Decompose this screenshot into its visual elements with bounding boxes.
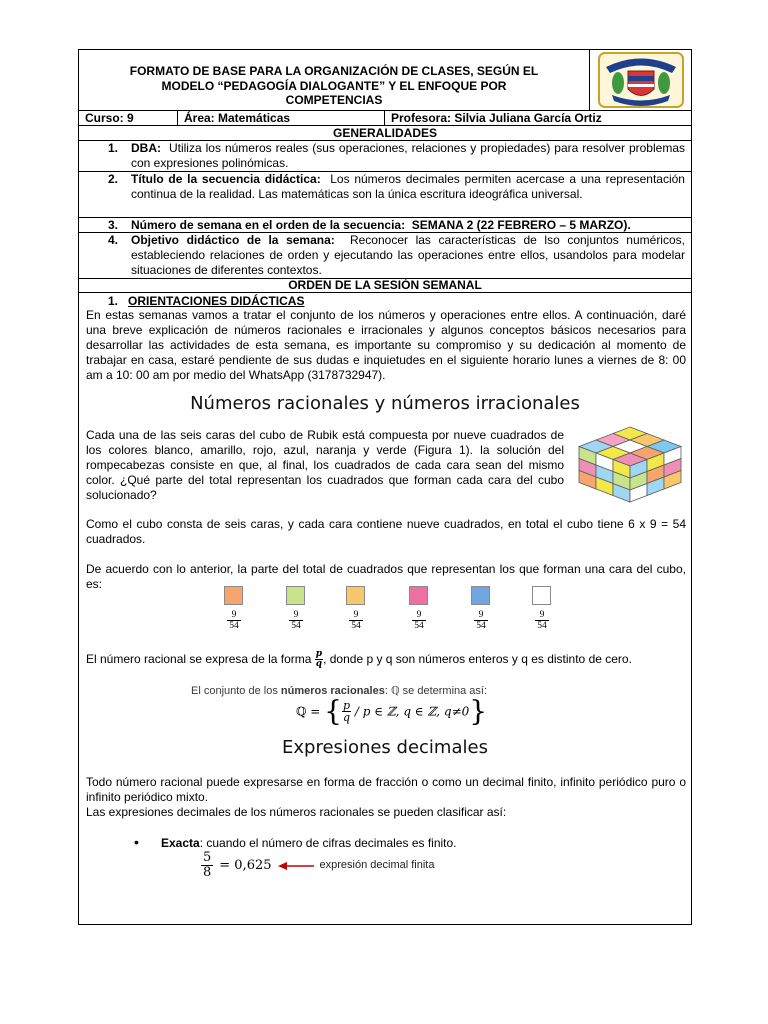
face-fraction: [407, 610, 431, 631]
forma-text-after: , donde p y q son números enteros y q es distinto de cero.: [323, 652, 632, 666]
item-body: Reconocer las características de lso conjuntos numéricos, estableciendo relaciones de orden y ejecutando las operaciones entre ellos, usandolos para modelar situaciones de diferentes contextos.: [131, 233, 685, 277]
document-title: [79, 50, 590, 110]
generalidades-item: [79, 218, 691, 233]
decimales-text-1: Todo número racional puede expresarse en forma de fracción o como un decimal finito, infinito periódico puro o infinito periódico mixto.: [86, 775, 686, 804]
generalidades-item: [79, 172, 691, 218]
school-shield-logo-icon: [598, 52, 684, 108]
fraction-denominator: 54: [537, 621, 547, 631]
rubik-cube-image: [574, 424, 686, 506]
face-square: [286, 586, 305, 605]
document-header: [79, 50, 691, 111]
fraction-denominator: 8: [203, 865, 212, 880]
item-body: SEMANA 2 (22 FEBRERO – 5 MARZO).: [411, 218, 631, 232]
fraction-denominator: 54: [229, 621, 239, 631]
heading-racionales: Números racionales y números irracionales: [190, 393, 580, 414]
fraction-numerator: 9: [412, 610, 426, 621]
face-square: [532, 586, 551, 605]
close-brace: }: [469, 694, 488, 728]
item-number: 2.: [108, 172, 119, 186]
item-number: 4.: [108, 233, 119, 247]
fraction-denominator: 54: [291, 621, 301, 631]
item-label: Objetivo didáctico de la semana:: [131, 233, 335, 247]
red-arrow-icon: [278, 861, 316, 871]
item-text: [131, 172, 685, 217]
set-fraction: [342, 700, 351, 723]
item-number: 1.: [108, 141, 119, 155]
decimales-paragraph: [86, 775, 686, 820]
item-text: [131, 233, 685, 278]
fraction-numerator: 9: [535, 610, 549, 621]
face-square: [346, 586, 365, 605]
bullet-icon: •: [134, 834, 139, 850]
forma-paragraph: [86, 650, 686, 669]
face-square: [471, 586, 490, 605]
fraction-numerator: 9: [349, 610, 363, 621]
face-fraction: [344, 610, 368, 631]
item-body: Utiliza los números reales (sus operaciones, relaciones y propiedades) para resolver problemas con expresiones polinómicas.: [131, 141, 685, 170]
rubik-paragraph: Cada una de las seis caras del cubo de Rubik está compuesta por nueve cuadrados de los colores blanco, amarillo, rojo, azul, naranja y verde (Figura 1). la solución del rompecabezas consiste en que, al final, los cuadrados de cada cara sean del mismo color. ¿Qué parte del total representan los cuadrados que forman cada cara del cubo solucionado?: [86, 428, 564, 502]
bullet-label: Exacta: [161, 836, 200, 850]
teacher-cell: Profesora: Silvia Juliana García Ortiz: [391, 111, 602, 125]
caption-text: : ℚ se determina así:: [384, 685, 488, 697]
section-number: 1.: [108, 294, 119, 308]
equals-sign: =: [310, 704, 321, 719]
title-line: COMPETENCIAS: [285, 93, 383, 107]
item-text: [131, 218, 685, 232]
set-condition: / p ∈ ℤ, q ∈ ℤ, q≠0: [354, 704, 470, 719]
logo-cell: [590, 50, 691, 110]
session-content: [79, 293, 691, 924]
course-cell: Curso: 9: [79, 111, 178, 125]
fraction-denominator: q: [343, 711, 351, 724]
rational-set-symbol: ℚ: [296, 704, 307, 719]
item-number: 3.: [108, 218, 119, 232]
face-fraction: [469, 610, 493, 631]
parte-paragraph: De acuerdo con lo anterior, la parte del total de cuadrados que representan los que forman una cara del cubo, es:: [86, 562, 686, 591]
generalidades-heading: GENERALIDADES: [79, 126, 691, 141]
face-square: [409, 586, 428, 605]
decimal-example: [201, 851, 434, 880]
total-paragraph: Como el cubo consta de seis caras, y cada cara contiene nueve cuadrados, en total el cubo tiene 6 x 9 = 54 cuadrados.: [86, 517, 686, 546]
section-title: [108, 294, 304, 309]
item-text: [131, 141, 685, 171]
info-row: [79, 111, 691, 126]
example-fraction: [201, 851, 213, 880]
caption-text: El conjunto de los: [191, 685, 281, 697]
decimales-text-2: Las expresiones decimales de los números racionales se pueden clasificar así:: [86, 805, 507, 819]
area-cell: Área: Matemáticas: [178, 111, 385, 125]
generalidades-item: [79, 141, 691, 172]
fraction-numerator: p: [315, 649, 323, 660]
item-label: Título de la secuencia didáctica:: [131, 172, 321, 186]
fraction-numerator: 5: [203, 850, 212, 865]
item-label: DBA:: [131, 141, 161, 155]
fraction-numerator: p: [343, 699, 351, 712]
face-fraction: [222, 610, 246, 631]
heading-decimales: Expresiones decimales: [282, 737, 488, 758]
generalidades-item: [79, 233, 691, 279]
intro-paragraph: En estas semanas vamos a tratar el conjunto de los números y operaciones entre ellos. A continuación, daré una breve explicación de números racionales e irracionales y algunos conceptos básicos necesarios para desarrollar las actividades de esta semana, es importante su compromiso y su dedicación al momento de trabajar en casa, estaré pendiente de sus dudas e inquietudes en el siguiente horario lunes a viernes de 8: 00 am a 10: 00 am por medio del WhatsApp (3178732947).: [86, 308, 686, 382]
example-result: = 0,625: [219, 858, 272, 873]
caption-bold-text: números racionales: [280, 685, 385, 697]
fraction-denominator: q: [315, 659, 323, 670]
fraction-numerator: 9: [227, 610, 241, 621]
fraction-numerator: 9: [289, 610, 303, 621]
lesson-plan-frame: [78, 49, 692, 925]
example-note: expresión decimal finita: [319, 859, 435, 871]
forma-text-before: El número racional se expresa de la forma: [86, 652, 315, 666]
session-order-heading: ORDEN DE LA SESIÓN SEMANAL: [79, 279, 691, 293]
title-line: MODELO “PEDAGOGÍA DIALOGANTE” Y EL ENFOQUE POR: [161, 78, 507, 93]
rational-set-formula: [296, 694, 488, 728]
bullet-text: : cuando el número de cifras decimales es finito.: [199, 836, 457, 850]
title-line: FORMATO DE BASE PARA LA ORGANIZACIÓN DE CLASES, SEGÚN EL: [129, 64, 539, 78]
face-square: [224, 586, 243, 605]
section-title-text: ORIENTACIONES DIDÁCTICAS: [128, 294, 305, 308]
fraction-denominator: 54: [351, 621, 361, 631]
item-body: Los números decimales permiten acercase a una representación continua de la realidad. Las matemáticas son la única escritura ideográfica universal.: [131, 172, 685, 201]
face-fraction: [530, 610, 554, 631]
bullet-item-exacta: [161, 836, 457, 851]
open-brace: {: [324, 694, 342, 728]
face-fraction: [284, 610, 308, 631]
fraction-numerator: 9: [474, 610, 488, 621]
item-label: Número de semana en el orden de la secuencia:: [131, 218, 406, 232]
fraction-denominator: 54: [414, 621, 424, 631]
inline-fraction-p-over-q: [315, 650, 323, 669]
fraction-denominator: 54: [476, 621, 486, 631]
